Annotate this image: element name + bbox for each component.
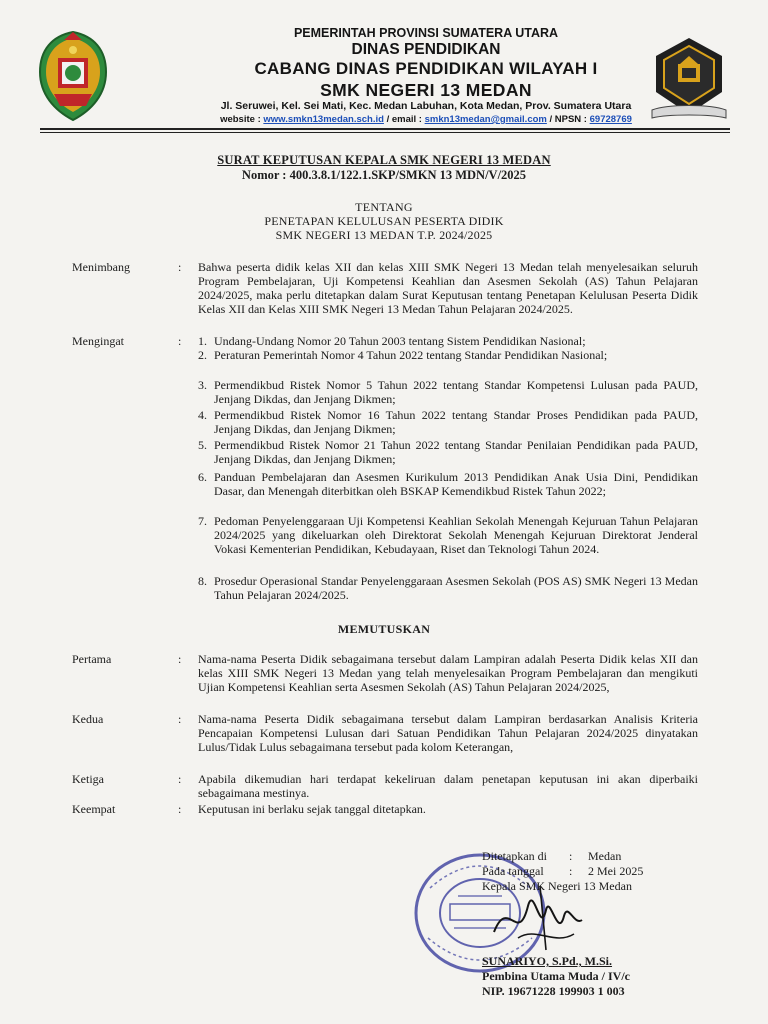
mengingat-item bbox=[198, 378, 698, 406]
item-number: 3. bbox=[198, 378, 207, 392]
mengingat-item bbox=[198, 348, 698, 362]
email-link[interactable]: smkn13medan@gmail.com bbox=[424, 114, 547, 125]
menimbang-label: Menimbang bbox=[72, 260, 130, 274]
ditetapkan-label: Ditetapkan di bbox=[482, 849, 547, 863]
decree-number: Nomor : 400.3.8.1/122.1.SKP/SMKN 13 MDN/V/2025 bbox=[241, 168, 527, 182]
item-text: Permendikbud Ristek Nomor 5 Tahun 2022 tentang Standar Kompetensi Lulusan pada PAUD, Jenjang Dikdas, dan Jenjang Dikmen; bbox=[214, 378, 698, 406]
item-text: Peraturan Pemerintah Nomor 4 Tahun 2022 tentang Standar Pendidikan Nasional; bbox=[214, 348, 608, 362]
item-number: 2. bbox=[198, 348, 207, 362]
mengingat-label: Mengingat bbox=[72, 334, 124, 348]
mengingat-item bbox=[198, 334, 698, 348]
email-label: / email : bbox=[383, 114, 425, 125]
header-divider-thin bbox=[40, 132, 730, 133]
decree-title: SURAT KEPUTUSAN KEPALA SMK NEGERI 13 MEDAN bbox=[217, 153, 551, 167]
tanggal-label: Pada tanggal bbox=[482, 864, 544, 878]
item-number: 5. bbox=[198, 438, 207, 452]
header-school-name: SMK NEGERI 13 MEDAN bbox=[320, 80, 532, 100]
decision-text: Apabila dikemudian hari terdapat kekeliruan dalam penetapan keputusan ini akan diperbaiki sebagaimana mestinya. bbox=[198, 772, 698, 800]
decision-label: Pertama bbox=[72, 652, 112, 666]
npsn-label: / NPSN : bbox=[546, 114, 590, 125]
mengingat-item bbox=[198, 408, 698, 436]
signer-rank: Pembina Utama Muda / IV/c bbox=[482, 969, 630, 983]
item-text: Permendikbud Ristek Nomor 21 Tahun 2022 tentang Standar Penilaian Pendidikan pada PAUD, Jenjang Dikdas, dan Jenjang Dikmen; bbox=[214, 438, 698, 466]
item-text: Panduan Pembelajaran dan Asesmen Kurikulum 2013 Pendidikan Anak Usia Dini, Pendidikan Dasar, dan Menengah diterbitkan oleh BSKAP Kemendikbud Ristek Tahun 2022; bbox=[214, 470, 698, 498]
mengingat-item bbox=[198, 438, 698, 466]
menimbang-text: Bahwa peserta didik kelas XII dan kelas XIII SMK Negeri 13 Medan telah menyelesaikan seluruh Program Pembelajaran, Uji Kompetensi Keahlian dan Asesmen Sekolah (AS) Tahun Pelajaran 2024/2025, maka perlu ditetapkan dalam Surat Keputusan tentang Penetapan Kelulusan Peserta Didik Kelas XII dan Kelas XIII SMK Negeri 13 Medan Tahun Pelajaran 2024/2025. bbox=[198, 260, 698, 316]
decision-colon: : bbox=[178, 712, 182, 726]
ditetapkan-value: Medan bbox=[588, 849, 622, 863]
signer-nip: NIP. 19671228 199903 1 003 bbox=[482, 984, 625, 998]
decision-label: Keempat bbox=[72, 802, 116, 816]
item-text: Permendikbud Ristek Nomor 16 Tahun 2022 tentang Standar Proses Pendidikan pada PAUD, Jenjang Dikdas, dan Jenjang Dikmen; bbox=[214, 408, 698, 436]
decision-colon: : bbox=[178, 802, 182, 816]
item-text: Undang-Undang Nomor 20 Tahun 2003 tentang Sistem Pendidikan Nasional; bbox=[214, 334, 586, 348]
signer-name: SUNARIYO, S.Pd., M.Si. bbox=[482, 954, 613, 968]
header-contacts bbox=[42, 114, 768, 125]
decision-text: Nama-nama Peserta Didik sebagaimana tersebut dalam Lampiran berdasarkan Analisis Kriteria Pencapaian Kompetensi Lulusan dari Satuan Pendidikan Tahun Pelajaran 2024/2025 dinyatakan Lulus/Tidak Lulus sebagaimana tersebut pada kolom Keterangan, bbox=[198, 712, 698, 754]
item-text: Prosedur Operasional Standar Penyelenggaraan Asesmen Sekolah (POS AS) SMK Negeri 13 Medan Tahun Pelajaran 2024/2025. bbox=[214, 574, 698, 602]
signer-position: Kepala SMK Negeri 13 Medan bbox=[482, 879, 632, 893]
ditetapkan-colon: : bbox=[569, 849, 573, 863]
tanggal-value: 2 Mei 2025 bbox=[588, 864, 644, 878]
decision-text: Nama-nama Peserta Didik sebagaimana tersebut dalam Lampiran adalah Peserta Didik kelas XII dan kelas XIII SMK Negeri 13 Medan yang telah menyelesaikan Program Pembelajaran dan mengikuti Ujian Kompetensi Keahlian serta Asesmen Sekolah (AS) Tahun Pelajaran 2024/2025, bbox=[198, 652, 698, 694]
item-number: 1. bbox=[198, 334, 207, 348]
npsn-link[interactable]: 69728769 bbox=[589, 114, 632, 125]
website-link[interactable]: www.smkn13medan.sch.id bbox=[263, 114, 384, 125]
header-address: Jl. Seruwei, Kel. Sei Mati, Kec. Medan Labuhan, Kota Medan, Prov. Sumatera Utara bbox=[220, 100, 632, 112]
mengingat-colon: : bbox=[178, 334, 182, 348]
mengingat-item bbox=[198, 470, 698, 498]
header-department: DINAS PENDIDIKAN bbox=[351, 41, 501, 58]
item-number: 8. bbox=[198, 574, 207, 588]
item-text: Pedoman Penyelenggaraan Uji Kompetensi Keahlian Sekolah Menengah Kejuruan Tahun Pelajaran 2024/2025 yang dikeluarkan oleh Direktorat Sekolah Menengah Kejuruan Direktorat Jenderal Vokasi Kementerian Pendidikan, Kebudayaan, Riset dan Teknologi Tahun 2024. bbox=[214, 514, 698, 556]
mengingat-item bbox=[198, 514, 698, 556]
menimbang-colon: : bbox=[178, 260, 182, 274]
decision-colon: : bbox=[178, 652, 182, 666]
website-label: website : bbox=[220, 114, 264, 125]
item-number: 6. bbox=[198, 470, 207, 484]
header-government: PEMERINTAH PROVINSI SUMATERA UTARA bbox=[293, 26, 559, 40]
item-number: 4. bbox=[198, 408, 207, 422]
decision-text: Keputusan ini berlaku sejak tanggal ditetapkan. bbox=[198, 802, 426, 816]
tanggal-colon: : bbox=[569, 864, 573, 878]
decree-subject: PENETAPAN KELULUSAN PESERTA DIDIK bbox=[264, 214, 504, 228]
decree-tentang: TENTANG bbox=[355, 200, 413, 214]
decision-label: Ketiga bbox=[72, 772, 104, 786]
header-branch: CABANG DINAS PENDIDIKAN WILAYAH I bbox=[254, 59, 598, 78]
decision-label: Kedua bbox=[72, 712, 104, 726]
memutuskan-heading: MEMUTUSKAN bbox=[337, 622, 431, 636]
decree-subject-year: SMK NEGERI 13 MEDAN T.P. 2024/2025 bbox=[275, 228, 493, 242]
item-number: 7. bbox=[198, 514, 207, 528]
mengingat-item bbox=[198, 574, 698, 602]
decision-colon: : bbox=[178, 772, 182, 786]
header-divider bbox=[40, 128, 730, 130]
